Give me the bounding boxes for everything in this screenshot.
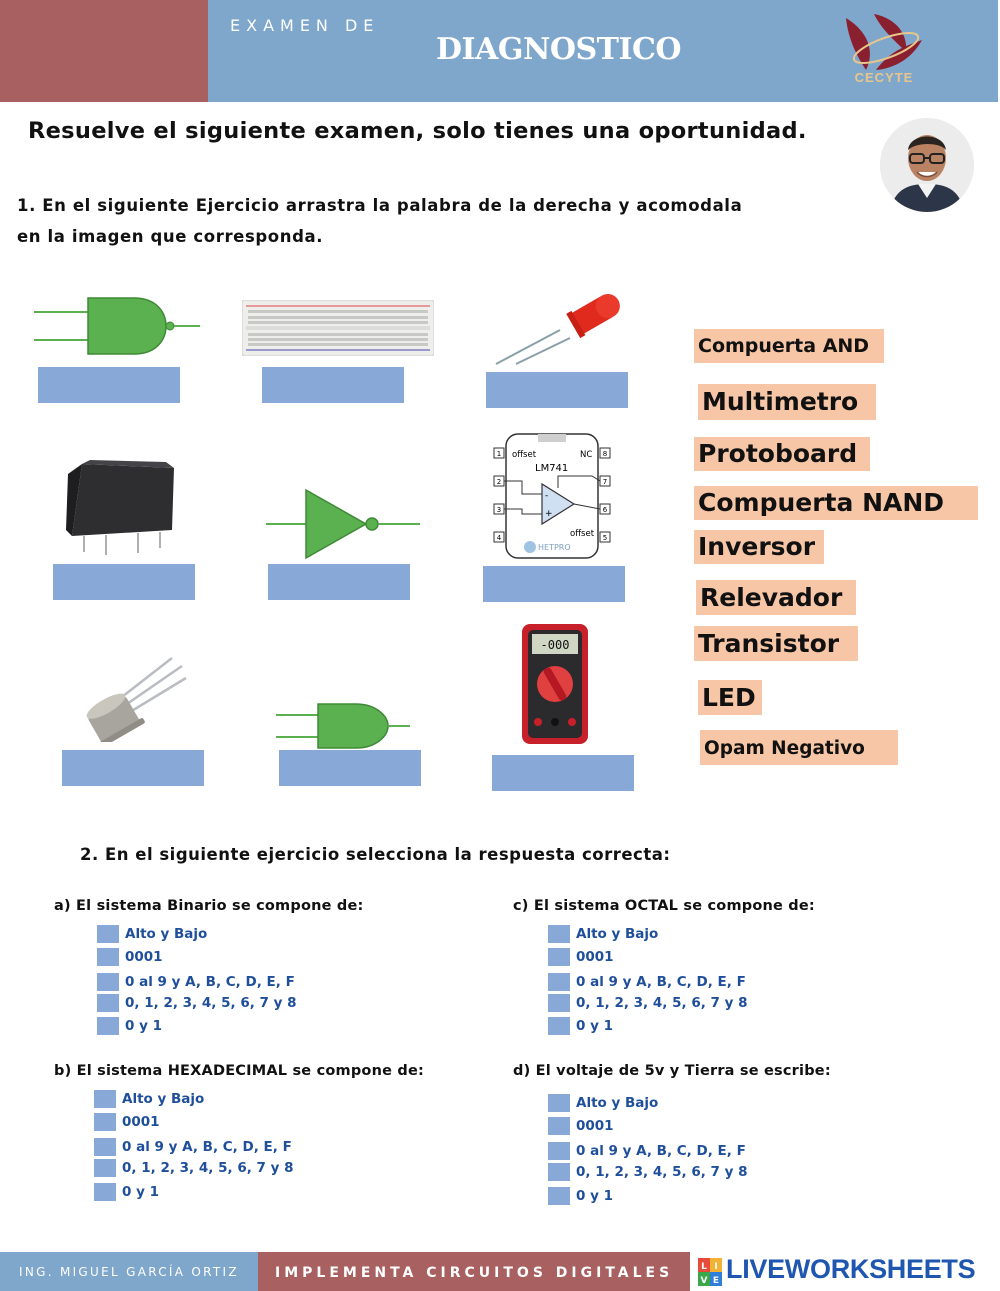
offset-top-label: offset [512, 450, 537, 460]
drop-target-9[interactable] [492, 755, 634, 791]
multimeter-display: -000 [540, 638, 570, 652]
checkbox[interactable] [94, 1183, 116, 1201]
checkbox[interactable] [548, 1187, 570, 1205]
multimeter-image [520, 622, 590, 746]
option-a-4[interactable]: 0, 1, 2, 3, 4, 5, 6, 7 y 8 [97, 994, 297, 1012]
word-inversor[interactable]: Inversor [694, 530, 824, 564]
svg-text:V: V [700, 1276, 708, 1286]
checkbox[interactable] [548, 925, 570, 943]
checkbox[interactable] [548, 973, 570, 991]
pin-2-label: 2 [496, 478, 502, 486]
teacher-avatar [880, 118, 974, 212]
option-d-4[interactable]: 0, 1, 2, 3, 4, 5, 6, 7 y 8 [548, 1163, 748, 1181]
and-gate-image [34, 296, 200, 356]
checkbox[interactable] [97, 1017, 119, 1035]
word-multimetro[interactable]: Multimetro [698, 384, 876, 420]
checkbox[interactable] [548, 1142, 570, 1160]
word-compuerta-nand[interactable]: Compuerta NAND [694, 486, 978, 520]
hetpro-brand: HETPRO [538, 543, 571, 552]
drop-target-1[interactable] [38, 367, 180, 403]
svg-text:I: I [714, 1262, 718, 1272]
option-b-3[interactable]: 0 al 9 y A, B, C, D, E, F [94, 1138, 292, 1156]
checkbox[interactable] [548, 1094, 570, 1112]
protoboard-image [242, 300, 434, 356]
option-a-3[interactable]: 0 al 9 y A, B, C, D, E, F [97, 973, 295, 991]
relay-image [64, 460, 180, 556]
question-a-title: a) El sistema Binario se compone de: [54, 898, 364, 914]
checkbox[interactable] [94, 1090, 116, 1108]
liveworksheets-brand[interactable]: LIVEWORKSHEETS [726, 1254, 976, 1284]
svg-text:L: L [701, 1262, 707, 1272]
svg-text:E: E [712, 1276, 720, 1286]
inverter-gate-image [266, 488, 420, 560]
offset-bottom-label: offset [570, 529, 595, 539]
question-d-title: d) El voltaje de 5v y Tierra se escribe: [513, 1063, 831, 1079]
word-compuerta-and[interactable]: Compuerta AND [694, 329, 884, 363]
checkbox[interactable] [548, 994, 570, 1012]
checkbox[interactable] [548, 1117, 570, 1135]
option-c-4[interactable]: 0, 1, 2, 3, 4, 5, 6, 7 y 8 [548, 994, 748, 1012]
pin-7-label: 7 [602, 478, 608, 486]
header-accent-block [0, 0, 208, 102]
drop-target-8[interactable] [279, 750, 421, 786]
drop-target-6[interactable] [483, 566, 625, 602]
svg-text:-: - [545, 491, 549, 501]
and-gate-image-2 [276, 702, 410, 750]
checkbox[interactable] [548, 1163, 570, 1181]
checkbox[interactable] [97, 925, 119, 943]
liveworksheets-badge-icon [698, 1258, 722, 1286]
checkbox[interactable] [94, 1113, 116, 1131]
pin-8-label: 8 [602, 450, 608, 458]
option-b-5[interactable]: 0 y 1 [94, 1183, 159, 1201]
pin-4-label: 4 [496, 534, 502, 542]
drop-target-5[interactable] [268, 564, 410, 600]
checkbox[interactable] [548, 1017, 570, 1035]
word-transistor[interactable]: Transistor [694, 626, 858, 661]
option-d-3[interactable]: 0 al 9 y A, B, C, D, E, F [548, 1142, 746, 1160]
option-d-5[interactable]: 0 y 1 [548, 1187, 613, 1205]
option-d-2[interactable]: 0001 [548, 1117, 614, 1135]
option-d-1[interactable]: Alto y Bajo [548, 1094, 658, 1112]
transistor-image [86, 656, 188, 742]
footer-course: IMPLEMENTA CIRCUITOS DIGITALES [275, 1265, 674, 1281]
drop-target-2[interactable] [262, 367, 404, 403]
checkbox[interactable] [97, 948, 119, 966]
option-c-2[interactable]: 0001 [548, 948, 614, 966]
word-opam-negativo[interactable]: Opam Negativo [700, 730, 898, 765]
question-2-prompt: 2. En el siguiente ejercicio selecciona la respuesta correcta: [80, 845, 671, 864]
question-1-line-1: 1. En el siguiente Ejercicio arrastra la palabra de la derecha y acomodala [17, 196, 743, 215]
pin-3-label: 3 [496, 506, 502, 514]
option-b-4[interactable]: 0, 1, 2, 3, 4, 5, 6, 7 y 8 [94, 1159, 294, 1177]
option-c-3[interactable]: 0 al 9 y A, B, C, D, E, F [548, 973, 746, 991]
header-subtitle: EXAMEN DE [230, 16, 380, 35]
svg-text:+: + [545, 509, 553, 519]
pin-6-label: 6 [602, 506, 608, 514]
pin-1-label: 1 [496, 450, 502, 458]
lm741-opamp-diagram [492, 432, 614, 560]
option-a-5[interactable]: 0 y 1 [97, 1017, 162, 1035]
pin-5-label: 5 [602, 534, 608, 542]
lm741-label: LM741 [535, 463, 569, 474]
question-b-title: b) El sistema HEXADECIMAL se compone de: [54, 1063, 425, 1079]
footer-author: ING. MIGUEL GARCÍA ORTIZ [19, 1265, 239, 1279]
header-title: DIAGNOSTICO [436, 32, 682, 67]
checkbox[interactable] [548, 948, 570, 966]
drop-target-3[interactable] [486, 372, 628, 408]
option-b-2[interactable]: 0001 [94, 1113, 160, 1131]
instructions: Resuelve el siguiente examen, solo tienes una oportunidad. [28, 118, 807, 144]
word-protoboard[interactable]: Protoboard [694, 437, 870, 471]
drop-target-4[interactable] [53, 564, 195, 600]
checkbox[interactable] [97, 994, 119, 1012]
option-c-5[interactable]: 0 y 1 [548, 1017, 613, 1035]
option-a-1[interactable]: Alto y Bajo [97, 925, 207, 943]
option-b-1[interactable]: Alto y Bajo [94, 1090, 204, 1108]
drop-target-7[interactable] [62, 750, 204, 786]
nc-label: NC [580, 450, 593, 460]
logo-text: CECYTE [854, 70, 914, 85]
checkbox[interactable] [94, 1159, 116, 1177]
question-c-title: c) El sistema OCTAL se compone de: [513, 898, 815, 914]
led-image [490, 290, 626, 366]
word-relevador[interactable]: Relevador [696, 580, 856, 615]
checkbox[interactable] [97, 973, 119, 991]
option-c-1[interactable]: Alto y Bajo [548, 925, 658, 943]
checkbox[interactable] [94, 1138, 116, 1156]
word-led[interactable]: LED [698, 680, 762, 715]
question-1-prompt [17, 190, 837, 252]
question-1-line-2: en la imagen que corresponda. [17, 227, 324, 246]
option-a-2[interactable]: 0001 [97, 948, 163, 966]
